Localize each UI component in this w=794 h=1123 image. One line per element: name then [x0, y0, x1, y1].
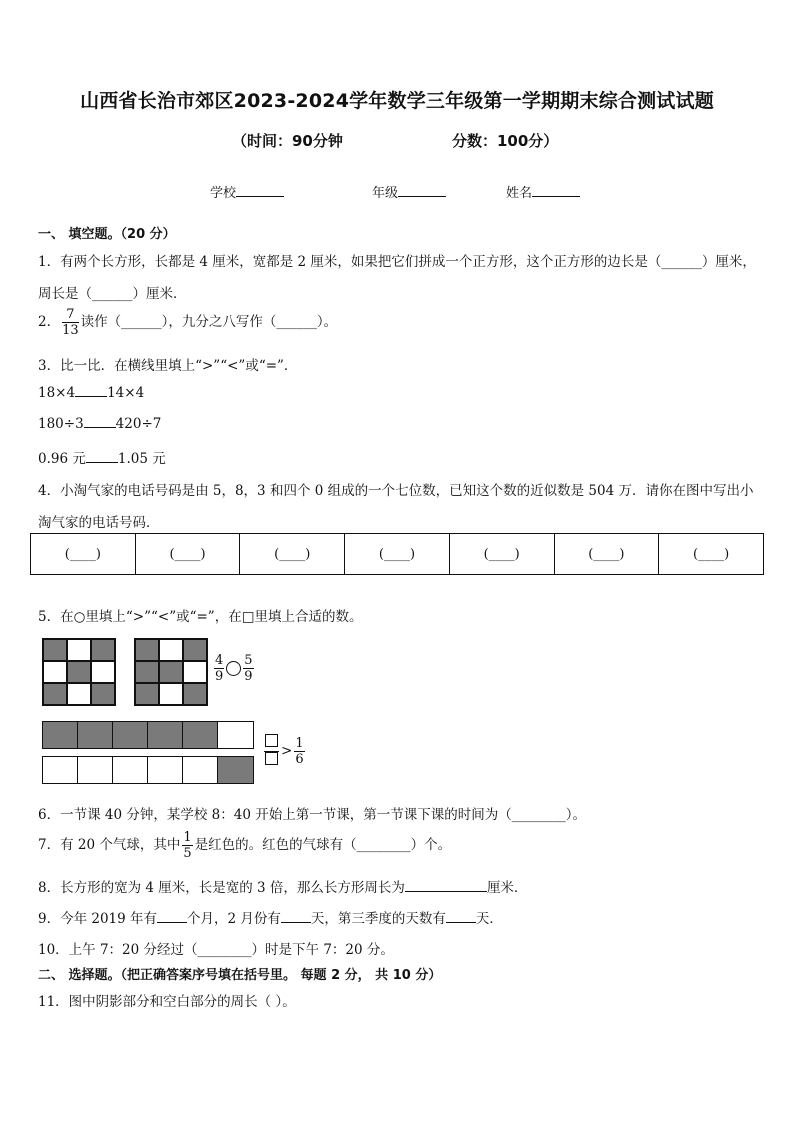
digit-cell[interactable]: (____): [31, 534, 136, 575]
question-4-line-1: 4．小淘气家的电话号码是由 5，8，3 和四个 0 组成的一个七位数，已知这个数的近似数是 504 万．请你在图中写出小: [38, 483, 754, 499]
question-5: 5．在○里填上“>”“<”或“=”，在□里填上合适的数。: [38, 609, 363, 625]
page-title: 山西省长治市郊区2023-2024学年数学三年级第一学期期末综合测试试题: [80, 90, 714, 112]
fraction-compare: $\frac{4}{9}$ $\frac{5}{9}$: [215, 653, 253, 684]
question-4-line-2: 淘气家的电话号码．: [38, 515, 160, 531]
strip-shaded-five: [42, 721, 254, 749]
square-blank[interactable]: [265, 752, 278, 765]
question-6: 6．一节课 40 分钟，某学校 8：40 开始上第一节课，第一节课下课的时间为（________）。: [38, 807, 586, 823]
digit-cell[interactable]: (____): [135, 534, 240, 575]
digit-cell[interactable]: (____): [659, 534, 764, 575]
fraction: $\frac{7}{13}$: [62, 307, 79, 338]
digit-cell[interactable]: (____): [240, 534, 345, 575]
digit-cell[interactable]: (____): [345, 534, 450, 575]
question-9: 9．今年 2019 年有 个月，2 月份有 天，第三季度的天数有 天．: [38, 911, 503, 927]
compare-c: 0.96 元 1.05 元: [38, 451, 166, 467]
question-7: 7．有 20 个气球，其中 $\frac{1}{5}$ 是红色的。红色的气球有（________）个。: [38, 830, 452, 861]
grade-field: 年级: [372, 182, 446, 201]
question-2: 2． $\frac{7}{13}$ 读作（______），九分之八写作（______）。: [38, 307, 338, 338]
question-1-line-2: 周长是（______）厘米．: [38, 286, 187, 302]
exam-score: 分数：100分）: [452, 132, 559, 150]
section-2-heading: 二、 选择题。（把正确答案序号填在括号里。 每题 2 分， 共 10 分）: [38, 968, 442, 983]
compare-b: 180÷3 420÷7: [38, 416, 162, 432]
name-field: 姓名: [506, 182, 580, 201]
compare-a: 18×4 14×4: [38, 385, 145, 401]
digit-cell[interactable]: (____): [554, 534, 659, 575]
checker-grid-right: [134, 638, 208, 706]
strip-shaded-one: [42, 756, 254, 784]
digit-cell[interactable]: (____): [449, 534, 554, 575]
box-fraction-compare: > $\frac{1}{6}$: [262, 734, 307, 769]
question-11: 11．图中阴影部分和空白部分的周长（ ）。: [38, 994, 296, 1010]
section-1-heading: 一、 填空题。（20 分）: [38, 227, 176, 242]
checker-grid-left: [42, 638, 116, 706]
school-field: 学校: [210, 182, 284, 201]
square-blank[interactable]: [265, 734, 278, 747]
exam-time: （时间：90分钟: [232, 132, 343, 150]
phone-digit-table: [30, 533, 764, 575]
question-8: 8．长方形的宽为 4 厘米，长是宽的 3 倍，那么长方形周长为 厘米．: [38, 880, 528, 896]
question-3: 3．比一比．在横线里填上“>”“<”或“=”．: [38, 358, 298, 374]
circle-blank[interactable]: [226, 661, 241, 676]
question-10: 10．上午 7：20 分经过（________）时是下午 7：20 分。: [38, 942, 394, 958]
question-1-line-1: 1．有两个长方形，长都是 4 厘米，宽都是 2 厘米，如果把它们拼成一个正方形，这个正方形的边长是（______）厘米，: [38, 254, 756, 270]
